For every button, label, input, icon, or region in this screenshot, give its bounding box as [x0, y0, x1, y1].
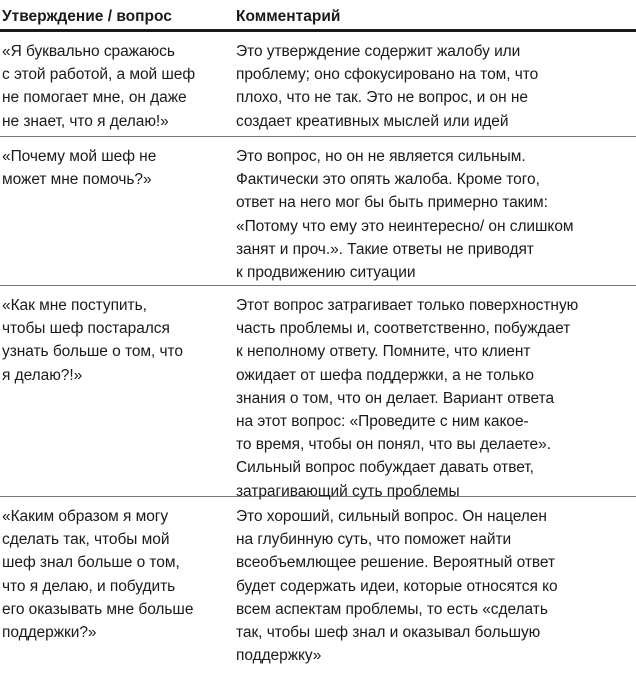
table-row	[0, 286, 636, 500]
statement-line: «Почему мой шеф не	[2, 148, 157, 165]
comment-line: Сильный вопрос побуждает давать ответ,	[236, 459, 534, 477]
comment-line: так, чтобы шеф знал и оказывал большую	[236, 624, 541, 642]
comment-line: проблему; оно сфокусировано на том, что	[236, 66, 539, 84]
statement-line: не знает, что я делаю!»	[2, 112, 169, 130]
comment-line: будет содержать идеи, которые относятся ко	[236, 577, 558, 595]
comment-line: часть проблемы и, соответственно, побуждает	[236, 320, 571, 338]
comment-line: к неполному ответу. Помните, что клиент	[236, 343, 531, 361]
comment-line: поддержку»	[236, 647, 322, 665]
comment-line: создает креативных мыслей или идей	[236, 112, 509, 130]
statement-cell	[2, 294, 224, 387]
comment-line: ответ на него мог бы быть примерно таким:	[236, 194, 548, 212]
comment-line: Это утверждение содержит жалобу или	[236, 43, 521, 60]
header-comment: Комментарий	[236, 8, 341, 25]
statement-line: поддержки?»	[2, 624, 97, 642]
statement-line: может мне помочь?»	[2, 171, 152, 189]
comment-line: всем аспектам проблемы, то есть «сделать	[236, 600, 548, 618]
comment-line: на этот вопрос: «Проведите с ним какое-	[236, 413, 529, 431]
statement-line: я делаю?!»	[2, 366, 83, 384]
comment-line: ожидает от шефа поддержки, а не только	[236, 366, 534, 384]
comment-line: Фактически это опять жалоба. Кроме того,	[236, 171, 540, 189]
statement-line: «Каким образом я могу	[2, 508, 169, 525]
comment-line: «Потому что ему это неинтересно/ он слишком	[236, 217, 574, 235]
header-statement: Утверждение / вопрос	[2, 8, 172, 25]
statement-line: сделать так, чтобы мой	[2, 531, 170, 549]
statement-cell	[2, 145, 224, 191]
statement-line: «Я буквально сражаюсь	[2, 43, 175, 60]
table-row	[0, 32, 636, 137]
comment-cell	[236, 40, 634, 133]
comment-line: затрагивающий суть проблемы	[236, 482, 460, 500]
statement-line: его оказывать мне больше	[2, 600, 194, 618]
comment-line: на глубинную суть, что поможет найти	[236, 531, 512, 549]
comment-line: плохо, что не так. Это не вопрос, и он не	[236, 89, 528, 107]
table-row	[0, 137, 636, 286]
statement-line: «Как мне поступить,	[2, 297, 147, 314]
statement-line: что я делаю, и побудить	[2, 577, 176, 595]
table-header	[0, 0, 636, 32]
comment-line: Это вопрос, но он не является сильным.	[236, 148, 526, 165]
comment-line: Это хороший, сильный вопрос. Он нацелен	[236, 508, 547, 525]
statement-line: чтобы шеф постарался	[2, 320, 170, 338]
statement-line: с этой работой, а мой шеф	[2, 66, 196, 84]
comment-cell	[236, 294, 634, 503]
table-row	[0, 497, 636, 675]
statement-line: узнать больше о том, что	[2, 343, 183, 361]
comment-cell	[236, 505, 634, 667]
comment-line: занят и проч.». Такие ответы не приводят	[236, 240, 534, 258]
comment-line: знания о том, что он делает. Вариант ответа	[236, 389, 555, 407]
statement-cell	[2, 40, 224, 133]
comment-cell	[236, 145, 634, 284]
statement-cell	[2, 505, 224, 644]
statement-line: шеф знал больше о том,	[2, 554, 180, 572]
comment-line: Этот вопрос затрагивает только поверхностную	[236, 297, 579, 314]
comment-line: к продвижению ситуации	[236, 264, 416, 282]
statement-line: не помогает мне, он даже	[2, 89, 187, 107]
comment-line: то время, чтобы он понял, что вы делаете».	[236, 436, 551, 454]
comment-line: всеобъемлющее решение. Вероятный ответ	[236, 554, 556, 572]
